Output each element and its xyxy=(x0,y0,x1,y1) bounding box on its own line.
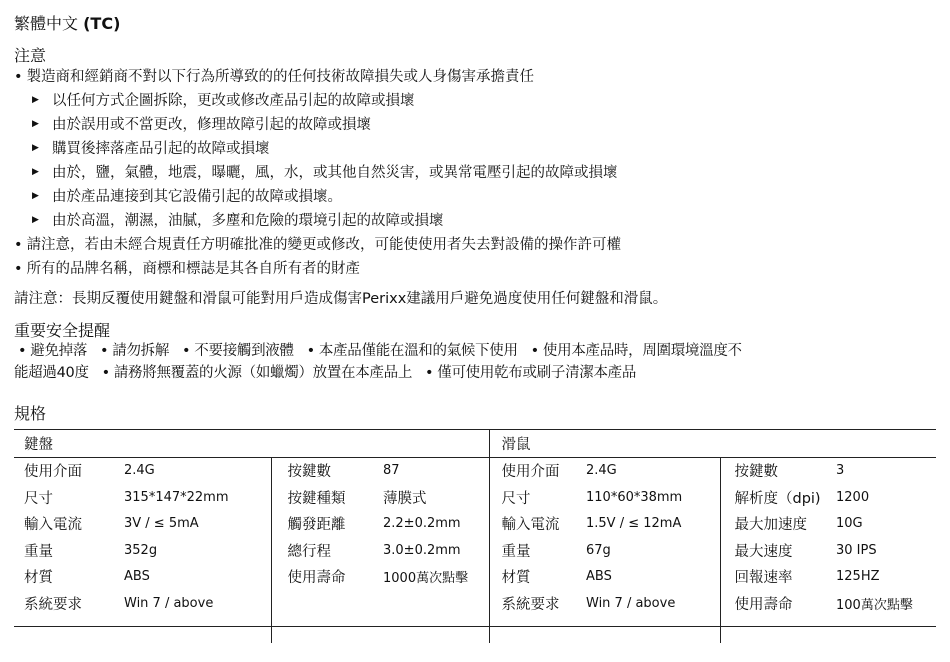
spec-value: 1000萬次點擊 xyxy=(355,564,489,591)
spec-key: 按鍵種類 xyxy=(287,490,346,507)
spec-value: 3.0±0.2mm xyxy=(355,537,489,564)
spec-value: 3 xyxy=(836,463,845,479)
spec-value: ABS xyxy=(586,564,720,591)
safety-item: • 僅可使用乾布或刷子清潔本產品 xyxy=(425,365,636,381)
spec-key: 解析度（dpi) xyxy=(734,490,821,507)
mouse-label: 滑鼠 xyxy=(489,430,936,457)
safety-item-continued: 能超過40度 xyxy=(14,365,89,381)
spec-key: 按鍵數 xyxy=(734,464,778,481)
spec-key: 最大速度 xyxy=(734,543,793,560)
notice-sub-item: 以任何方式企圖拆除，更改或修改產品引起的故障或損壞 xyxy=(52,93,415,109)
table-row xyxy=(14,511,936,538)
notice-heading: 注意 xyxy=(14,46,47,65)
triangle-bullet-icon: ▶ xyxy=(32,143,39,153)
triangle-bullet-icon: ▶ xyxy=(32,167,39,177)
table-filler-row xyxy=(14,617,936,644)
keyboard-label: 鍵盤 xyxy=(14,430,489,457)
table-row xyxy=(14,484,936,511)
spec-value: 125HZ xyxy=(836,569,880,585)
notice-sub-item: 由於，鹽，氣體，地震，曝曬，風，水，或其他自然災害，或異常電壓引起的故障或損壞 xyxy=(52,165,618,181)
spec-value: 2.4G xyxy=(586,457,720,484)
spec-key xyxy=(271,590,355,617)
safety-item: • 避免掉落 xyxy=(18,343,87,359)
spec-value: 67g xyxy=(586,537,720,564)
language-code: (TC) xyxy=(83,14,121,33)
spec-value: Win 7 / above xyxy=(124,590,271,617)
triangle-bullet-icon: ▶ xyxy=(32,119,39,129)
spec-key: 總行程 xyxy=(287,543,331,560)
safety-row-2 xyxy=(14,363,636,383)
spec-key: 使用介面 xyxy=(24,464,82,481)
spec-key: 回報速率 xyxy=(734,570,793,587)
triangle-bullet-icon: ▶ xyxy=(32,191,39,201)
spec-value: 315*147*22mm xyxy=(124,484,271,511)
table-row xyxy=(14,590,936,617)
table-row xyxy=(14,564,936,591)
spec-key: 使用壽命 xyxy=(734,596,793,613)
spec-key: 系統要求 xyxy=(501,596,560,613)
table-row xyxy=(14,537,936,564)
safety-item: • 使用本產品時，周圍環境溫度不 xyxy=(531,343,742,359)
spec-key: 材質 xyxy=(24,570,53,587)
notice-sub-item: 由於高溫，潮濕，油膩，多塵和危險的環境引起的故障或損壞 xyxy=(52,213,444,229)
spec-value: 薄膜式 xyxy=(355,484,489,511)
spec-key: 使用壽命 xyxy=(287,570,346,587)
spec-header-row xyxy=(14,430,936,457)
safety-item: • 不要接觸到液體 xyxy=(182,343,294,359)
safety-item: • 請勿拆解 xyxy=(100,343,169,359)
spec-value: 87 xyxy=(355,457,489,484)
spec-key: 尺寸 xyxy=(24,490,53,507)
safety-item: • 請務將無覆蓋的火源（如蠟燭）放置在本產品上 xyxy=(102,365,412,381)
safety-item: • 本產品僅能在溫和的氣候下使用 xyxy=(307,343,518,359)
notice-sub-item: 由於產品連接到其它設備引起的故障或損壞。 xyxy=(52,189,342,205)
safety-row-1 xyxy=(18,341,742,361)
notice-bullet-3: • 所有的品牌名稱，商標和標誌是其各自所有者的財產 xyxy=(14,259,360,279)
spec-key: 重量 xyxy=(24,543,53,560)
spec-value: 2.2±0.2mm xyxy=(355,511,489,538)
spec-value: Win 7 / above xyxy=(586,590,720,617)
triangle-bullet-icon: ▶ xyxy=(32,215,39,225)
spec-key: 按鍵數 xyxy=(287,464,331,481)
spec-value: 1200 xyxy=(836,489,870,505)
spec-key: 材質 xyxy=(501,570,531,587)
spec-value: 100萬次點擊 xyxy=(836,597,913,613)
safety-heading: 重要安全提醒 xyxy=(14,321,111,340)
spec-value: 10G xyxy=(836,516,863,532)
notice-sub-item: 由於誤用或不當更改，修理故障引起的故障或損壞 xyxy=(52,117,371,133)
spec-key: 觸發距離 xyxy=(287,517,346,534)
spec-value: 352g xyxy=(124,537,271,564)
spec-key: 系統要求 xyxy=(24,596,82,613)
spec-value xyxy=(355,590,489,617)
spec-value: 2.4G xyxy=(124,457,271,484)
triangle-bullet-icon: ▶ xyxy=(32,95,39,105)
notice-bullet-1: • 製造商和經銷商不對以下行為所導致的的任何技術故障損失或人身傷害承擔責任 xyxy=(14,67,534,87)
spec-value: 30 IPS xyxy=(836,542,877,558)
spec-value: 1.5V / ≤ 12mA xyxy=(586,511,720,538)
spec-value: 110*60*38mm xyxy=(586,484,720,511)
spec-table xyxy=(14,430,936,643)
spec-heading: 規格 xyxy=(14,404,47,423)
spec-key: 輸入電流 xyxy=(501,517,560,534)
spec-key: 最大加速度 xyxy=(734,517,807,534)
notice-sub-item: 購買後摔落產品引起的故障或損壞 xyxy=(52,141,270,157)
spec-key: 尺寸 xyxy=(501,490,531,507)
warning-text: 請注意：長期反覆使用鍵盤和滑鼠可能對用戶造成傷害Perixx建議用戶避免過度使用任何鍵盤和滑鼠。 xyxy=(14,291,668,307)
spec-key: 使用介面 xyxy=(501,464,560,481)
page-title: 繁體中文 (TC) xyxy=(14,14,121,33)
spec-value: 3V / ≤ 5mA xyxy=(124,511,271,538)
spec-value: ABS xyxy=(124,564,271,591)
spec-key: 輸入電流 xyxy=(24,517,82,534)
notice-bullet-2: • 請注意，若由未經合規責任方明確批准的變更或修改，可能使使用者失去對設備的操作許可權 xyxy=(14,235,621,255)
spec-key: 重量 xyxy=(501,543,531,560)
table-row xyxy=(14,457,936,484)
